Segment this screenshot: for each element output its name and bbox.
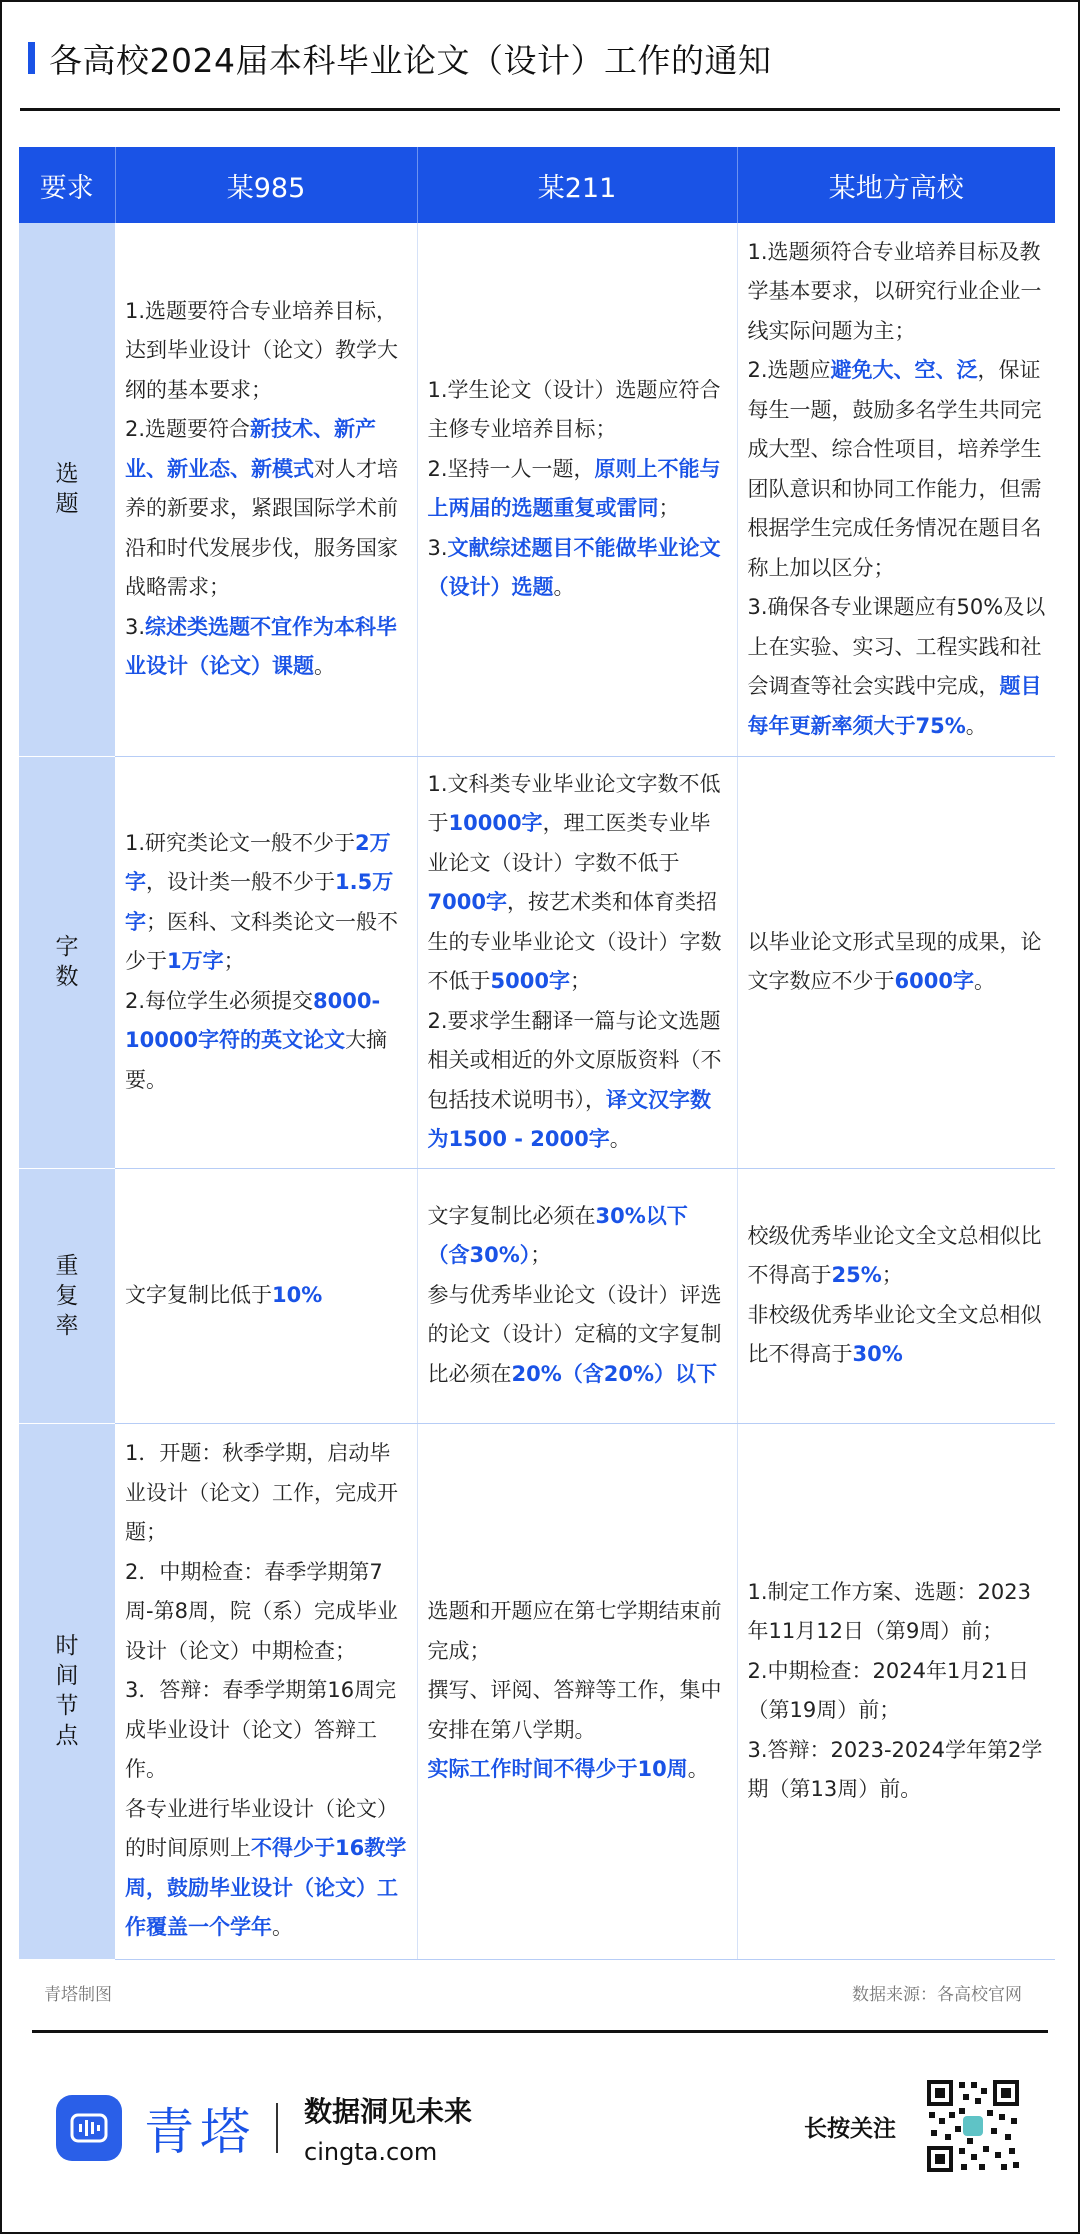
cell-text: 对人才培养的新要求，紧跟国际学术前沿和时代发展步伐，服务国家战略需求； bbox=[125, 456, 398, 600]
cell-paragraph bbox=[748, 923, 1048, 1002]
cell-paragraph bbox=[428, 1002, 729, 1160]
cell-paragraph bbox=[748, 1731, 1048, 1810]
cell-text: 2．中期检查：春季学期第7周-第8周，院（系）完成毕业设计（论文）中期检查； bbox=[125, 1559, 398, 1663]
row-label-topic: 选 题 bbox=[19, 223, 115, 756]
cell-text: ； bbox=[569, 969, 591, 993]
cell-text: 3．答辩：春季学期第16周完成毕业设计（论文）答辩工作。 bbox=[125, 1678, 397, 1782]
cell-text: 1.文科类专业毕业论文字数不低于 bbox=[427, 771, 721, 835]
cell-paragraph bbox=[748, 1573, 1048, 1652]
highlight-text: 5000字 bbox=[490, 969, 570, 993]
table-cell bbox=[737, 1423, 1055, 1959]
page-title: 各高校2024届本科毕业论文（设计）工作的通知 bbox=[49, 40, 772, 80]
cell-paragraph bbox=[125, 982, 409, 1101]
cell-paragraph bbox=[428, 1276, 729, 1395]
table-cell bbox=[737, 1168, 1055, 1423]
cell-paragraph bbox=[125, 1553, 409, 1672]
brand-separator bbox=[276, 2103, 278, 2153]
cell-text: 2.坚持一人一题， bbox=[427, 456, 595, 481]
cell-text: 。 bbox=[965, 713, 987, 738]
brand-name: 青塔 bbox=[144, 2103, 256, 2161]
cell-text: 非校级优秀毕业论文全文总相似比不得高于 bbox=[747, 1302, 1042, 1366]
cell-text: 2.选题应 bbox=[747, 358, 831, 382]
cell-paragraph bbox=[125, 1671, 409, 1790]
cell-paragraph bbox=[428, 1671, 729, 1750]
cell-text: ； bbox=[223, 949, 245, 974]
cell-text: 2.要求学生翻译一篇与论文选题相关或相近的外文原版资料（不包括技术说明书）， bbox=[427, 1008, 722, 1112]
cell-paragraph bbox=[428, 450, 729, 529]
cell-text: 。 bbox=[973, 969, 995, 993]
cell-text: ，设计类一般不少于 bbox=[146, 870, 335, 895]
chart-credit: 青塔制图 bbox=[44, 1985, 112, 2005]
cell-text: 校级优秀毕业论文全文总相似比不得高于 bbox=[747, 1223, 1042, 1287]
table-cell bbox=[115, 1423, 417, 1959]
comparison-table bbox=[19, 147, 1055, 1960]
highlight-text: 10000字 bbox=[448, 811, 543, 835]
cell-paragraph bbox=[428, 529, 729, 608]
table-row bbox=[19, 756, 1055, 1168]
header-requirement: 要求 bbox=[19, 147, 115, 223]
cell-paragraph bbox=[748, 1217, 1048, 1296]
cell-text: 。 bbox=[553, 575, 575, 600]
highlight-text: 避免大、空、泛 bbox=[830, 358, 978, 382]
data-source: 数据来源：各高校官网 bbox=[852, 1985, 1022, 2005]
cell-text: 1.制定工作方案、选题：2023年11月12日（第9周）前； bbox=[747, 1579, 1031, 1643]
table-cell bbox=[115, 223, 417, 756]
cell-paragraph bbox=[125, 1790, 409, 1948]
table-cell bbox=[417, 1168, 737, 1423]
highlight-text: 8000-10000字符的英文论文 bbox=[125, 988, 381, 1053]
highlight-text: 10% bbox=[272, 1282, 323, 1307]
highlight-text: 不得少于16教学周，鼓励毕业设计（论文）工作覆盖一个学年 bbox=[125, 1836, 407, 1940]
highlight-text: 6000字 bbox=[894, 969, 974, 993]
cell-text: ，按艺术类和体育类招生的专业毕业论文（设计）字数不低于 bbox=[427, 890, 722, 993]
table-row bbox=[19, 1168, 1055, 1423]
highlight-text: 文献综述题目不能做毕业论文（设计）选题 bbox=[427, 535, 721, 600]
cell-paragraph bbox=[428, 1197, 729, 1276]
table-row bbox=[19, 1423, 1055, 1959]
table-cell bbox=[115, 756, 417, 1168]
cell-text: 。 bbox=[272, 1915, 293, 1940]
brand-url[interactable]: cingta.com bbox=[304, 2138, 438, 2166]
cell-text: ； bbox=[881, 1263, 903, 1287]
cell-paragraph bbox=[428, 1592, 729, 1671]
cell-paragraph bbox=[125, 608, 409, 687]
title-accent-bar bbox=[28, 42, 35, 74]
cell-text: 大摘要。 bbox=[125, 1028, 388, 1092]
title-bar bbox=[28, 30, 771, 86]
cell-text: 文字复制比必须在 bbox=[427, 1203, 596, 1228]
cell-text: 3. bbox=[427, 535, 448, 560]
cell-paragraph bbox=[748, 1296, 1048, 1375]
qr-code-icon[interactable] bbox=[925, 2078, 1021, 2174]
highlight-text: 25% bbox=[831, 1263, 882, 1287]
cell-text: ，理工医类专业毕业论文（设计）字数不低于 bbox=[427, 811, 711, 875]
header-school-985: 某985 bbox=[115, 147, 417, 223]
highlight-text: 实际工作时间不得少于10周 bbox=[427, 1757, 688, 1782]
cell-text: 1.学生论文（设计）选题应符合主修专业培养目标； bbox=[427, 377, 721, 442]
cell-text: 2.中期检查：2024年1月21日（第19周）前； bbox=[747, 1658, 1030, 1722]
cell-text: 3.确保各专业课题应有50%及以上在实验、实习、工程实践和社会调查等社会实践中完成， bbox=[747, 595, 1046, 698]
header-school-local: 某地方高校 bbox=[737, 147, 1055, 223]
cell-text: 3.答辩：2023-2024学年第2学期（第13周）前。 bbox=[747, 1737, 1043, 1801]
cell-text: ，保证每生一题，鼓励多名学生共同完成大型、综合性项目，培养学生团队意识和协同工作能力，但需根据学生完成任务情况在题目名称上加以区分； bbox=[747, 358, 1042, 580]
cell-text: 。 bbox=[609, 1127, 631, 1151]
row-label-word-count: 字 数 bbox=[19, 756, 115, 1168]
cell-text: 3. bbox=[125, 614, 146, 639]
table-row bbox=[19, 223, 1055, 756]
row-label-similarity: 重 复 率 bbox=[19, 1168, 115, 1423]
brand-block bbox=[56, 2090, 472, 2166]
footer-divider bbox=[32, 2030, 1048, 2033]
cell-paragraph bbox=[748, 588, 1048, 746]
cell-paragraph bbox=[125, 1434, 409, 1553]
cell-text: 2.选题要符合 bbox=[125, 417, 251, 442]
cell-paragraph bbox=[748, 1652, 1048, 1731]
highlight-text: 1万字 bbox=[167, 949, 224, 974]
brand-slogan: 数据洞见未来 bbox=[304, 2095, 473, 2128]
cell-paragraph bbox=[428, 1750, 729, 1790]
highlight-text: 20%（含20%）以下 bbox=[511, 1361, 718, 1386]
highlight-text: 2万字 bbox=[125, 830, 391, 895]
table-cell bbox=[417, 223, 737, 756]
highlight-text: 1.5万字 bbox=[125, 870, 394, 934]
brand-text bbox=[304, 2090, 472, 2166]
table-cell bbox=[417, 756, 737, 1168]
sound-wave-icon bbox=[56, 2095, 122, 2161]
cell-text: 以毕业论文形式呈现的成果，论文字数应不少于 bbox=[747, 929, 1042, 993]
cell-text: ； bbox=[530, 1243, 552, 1268]
header-school-211: 某211 bbox=[417, 147, 737, 223]
cell-text: 1.选题要符合专业培养目标，达到毕业设计（论文）教学大纲的基本要求； bbox=[125, 298, 398, 402]
cell-text: 各专业进行毕业设计（论文）的时间原则上 bbox=[125, 1796, 398, 1861]
cell-text: 选题和开题应在第七学期结束前完成； bbox=[427, 1599, 722, 1663]
cell-paragraph bbox=[428, 371, 729, 450]
cell-text: 。 bbox=[687, 1757, 709, 1782]
table-cell bbox=[737, 223, 1055, 756]
highlight-text: 30%以下（含30%） bbox=[427, 1203, 688, 1268]
title-divider bbox=[20, 108, 1060, 111]
cell-paragraph bbox=[748, 351, 1048, 588]
cell-text: 。 bbox=[314, 654, 335, 679]
cell-text: ；医科、文科类论文一般不少于 bbox=[125, 909, 398, 974]
highlight-text: 30% bbox=[852, 1342, 903, 1366]
table-cell bbox=[737, 756, 1055, 1168]
cell-paragraph bbox=[748, 233, 1048, 352]
highlight-text: 原则上不能与上两届的选题重复或雷同 bbox=[427, 456, 721, 521]
highlight-text: 新技术、新产业、新业态、新模式 bbox=[125, 417, 377, 481]
cell-text: 文字复制比低于 bbox=[125, 1282, 272, 1307]
highlight-text: 综述类选题不宜作为本科毕业设计（论文）课题 bbox=[125, 614, 398, 679]
cell-paragraph bbox=[125, 410, 409, 608]
table-cell bbox=[115, 1168, 417, 1423]
cell-text: 1.选题须符合专业培养目标及教学基本要求，以研究行业企业一线实际问题为主； bbox=[747, 239, 1042, 343]
highlight-text: 译文汉字数为1500 - 2000字 bbox=[427, 1087, 711, 1151]
cell-text: 参与优秀毕业论文（设计）评选的论文（设计）定稿的文字复制比必须在 bbox=[427, 1282, 722, 1386]
row-label-timeline: 时 间 节 点 bbox=[19, 1423, 115, 1959]
cell-text: 2.每位学生必须提交 bbox=[125, 988, 314, 1013]
cell-text: ； bbox=[658, 496, 680, 521]
table-header-row bbox=[19, 147, 1055, 223]
highlight-text: 7000字 bbox=[427, 890, 507, 914]
table-cell bbox=[417, 1423, 737, 1959]
cell-text: 1．开题：秋季学期，启动毕业设计（论文）工作，完成开题； bbox=[125, 1441, 398, 1545]
cell-paragraph bbox=[125, 292, 409, 411]
cell-paragraph bbox=[125, 1276, 409, 1316]
cell-paragraph bbox=[428, 765, 729, 1002]
cell-paragraph bbox=[125, 824, 409, 982]
cell-text: 撰写、评阅、答辩等工作，集中安排在第八学期。 bbox=[427, 1678, 722, 1742]
highlight-text: 题目每年更新率须大于75% bbox=[747, 674, 1042, 738]
cell-text: 1.研究类论文一般不少于 bbox=[125, 830, 356, 855]
follow-prompt: 长按关注 bbox=[804, 2116, 896, 2142]
